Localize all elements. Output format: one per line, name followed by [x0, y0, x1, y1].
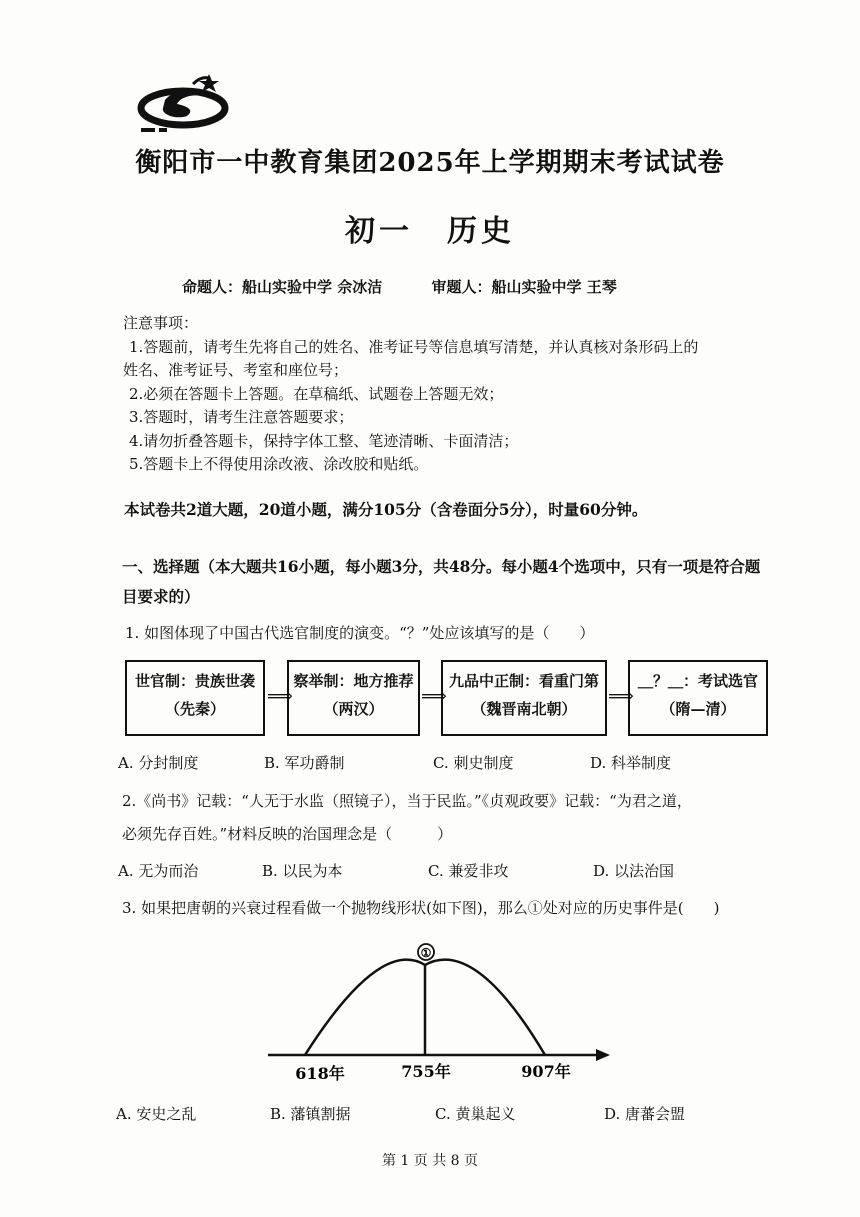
- flow-box-bottom: （魏晋南北朝）: [471, 700, 577, 718]
- flow-box-1: [125, 660, 265, 736]
- question-2-options: [0, 860, 860, 882]
- flow-box-bottom: （先秦）: [164, 700, 225, 718]
- year-label: 755年: [401, 1062, 451, 1081]
- option-d[interactable]: D. 唐蕃会盟: [604, 1105, 686, 1123]
- section-heading: 一、选择题（本大题共16小题，每小题3分，共48分。每小题4个选项中，只有一项是符合题目要求的）: [122, 557, 761, 606]
- exam-subject: 初一 历史: [345, 214, 515, 249]
- year-label: 907年: [521, 1062, 571, 1081]
- question-2-stem-continued: 必须先存百姓。”材料反映的治国理念是（ ）: [122, 825, 453, 843]
- arrow-right-icon: ⟹: [608, 686, 634, 707]
- option-b[interactable]: B. 藩镇割据: [270, 1105, 351, 1123]
- notice-item: 5.答题卡上不得使用涂改液、涂改胶和贴纸。: [129, 455, 429, 473]
- notice-item: 4.请勿折叠答题卡，保持字体工整、笔迹清晰、卡面清洁；: [129, 431, 519, 450]
- peak-label: ①: [420, 946, 432, 960]
- question-3-stem: 3. 如果把唐朝的兴衰过程看做一个抛物线形状(如下图)，那么①处对应的历史事件是( ): [122, 899, 720, 917]
- notice-item: 3.答题时，请考生注意答题要求；: [129, 408, 354, 426]
- notice-block: [123, 312, 773, 477]
- arrow-right-icon: ⟹: [421, 686, 447, 707]
- option-a[interactable]: A. 分封制度: [118, 754, 199, 772]
- option-a[interactable]: A. 安史之乱: [116, 1105, 197, 1123]
- flow-box-2: [287, 660, 420, 736]
- flow-box-top: 察举制：地方推荐: [293, 672, 414, 690]
- question-2-stem: 2.《尚书》记载：“人无于水监（照镜子），当于民监。”《贞观政要》记载：“为君之道，: [122, 792, 692, 810]
- flow-box-bottom: （两汉）: [323, 700, 384, 718]
- option-b[interactable]: B. 以民为本: [262, 862, 343, 880]
- flow-box-top: 世官制：贵族世袭: [134, 672, 255, 690]
- option-d[interactable]: D. 以法治国: [593, 862, 675, 880]
- school-logo: [135, 70, 235, 140]
- notice-item: 姓名、准考证号、考室和座位号；: [123, 361, 349, 379]
- exam-summary: 本试卷共2道大题，20道小题，满分105分（含卷面分5分），时量60分钟。: [124, 500, 648, 519]
- flow-box-top: 九品中正制：看重门第: [448, 672, 599, 690]
- question-1-options: [0, 752, 860, 774]
- flow-box-4: [628, 660, 768, 736]
- exam-title: 衡阳市一中教育集团2025年上学期期末考试试卷: [135, 148, 725, 178]
- question-3-options: [0, 1103, 860, 1125]
- flow-box-bottom: （隋—清）: [660, 700, 736, 718]
- option-c[interactable]: C. 兼爱非攻: [428, 862, 509, 880]
- option-b[interactable]: B. 军功爵制: [264, 754, 345, 772]
- notice-item: 2.必须在答题卡上答题。在草稿纸、试题卷上答题无效；: [129, 384, 504, 403]
- option-a[interactable]: A. 无为而治: [118, 862, 199, 880]
- option-c[interactable]: C. 黄巢起义: [435, 1105, 516, 1123]
- option-c[interactable]: C. 刺史制度: [433, 754, 514, 772]
- page-number: 第 1 页 共 8 页: [381, 1153, 479, 1169]
- arrow-right-icon: ⟹: [267, 686, 293, 707]
- author: 命题人：船山实验中学 佘冰洁: [182, 278, 383, 296]
- reviewer: 审题人：船山实验中学 王琴: [431, 278, 617, 296]
- question-1-stem: 1. 如图体现了中国古代选官制度的演变。“？”处应该填写的是（ ）: [125, 624, 595, 642]
- year-label: 618年: [295, 1064, 345, 1083]
- tang-dynasty-curve-diagram: [260, 935, 620, 1090]
- notice-item: 1.答题前，请考生先将自己的姓名、准考证号等信息填写清楚，并认真核对条形码上的: [129, 337, 699, 356]
- option-d[interactable]: D. 科举制度: [590, 754, 672, 772]
- authors-line: [182, 276, 661, 297]
- arrow-right-icon: [596, 1049, 610, 1061]
- flow-box-top: ＿？＿：考试选官: [637, 672, 758, 690]
- flow-box-3: [441, 660, 607, 736]
- notice-heading: 注意事项：: [123, 314, 199, 332]
